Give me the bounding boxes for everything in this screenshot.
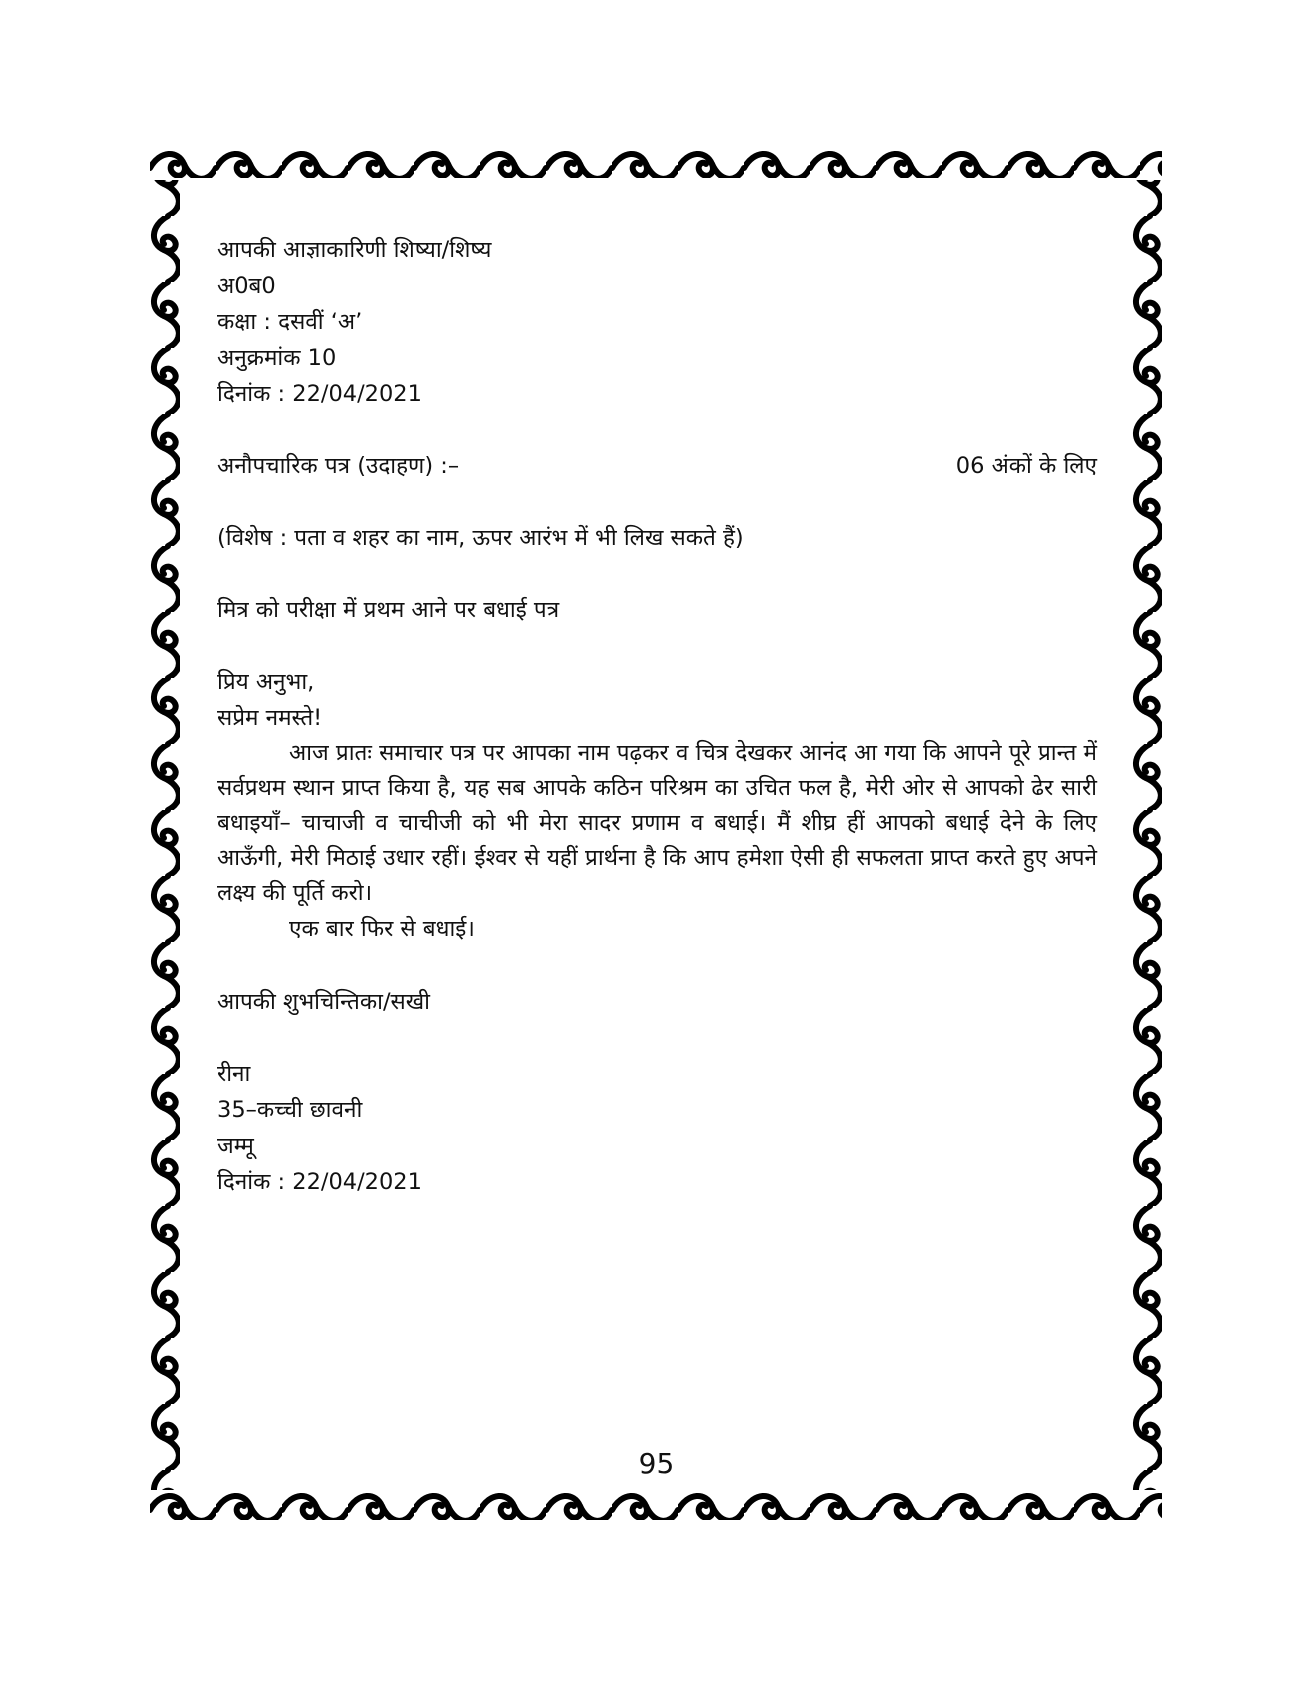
border-bottom: [150, 1490, 1162, 1520]
sender-name: अ0ब0: [217, 273, 276, 299]
sender-roll: अनुक्रमांक 10: [217, 345, 337, 371]
salutation: प्रिय अनुभा,: [217, 669, 315, 695]
body-paragraph: आज प्रातः समाचार पत्र पर आपका नाम पढ़कर व चित्र देखकर आनंद आ गया कि आपने पूरे प्रान्त में सर्वप्रथम स्थान प्राप्त किया है, यह सब आपके कठिन परिश्रम का उचित फल है, मेरी ओर से आपको ढेर सारी बधाइयाँ– चाचाजी व चाचीजी को भी मेरा सादर प्रणाम व बधाई। मैं शीघ्र हीं आपको बधाई देने के लिए आऊँगी, मेरी मिठाई उधार रहीं। ईश्वर से यहीं प्रार्थना है कि आप हमेशा ऐसी ही सफलता प्राप्त करते हुए अपने लक्ष्य की पूर्ति करो।: [217, 740, 1097, 906]
page-number: 95: [638, 1447, 675, 1480]
writer-name: रीना: [217, 1061, 251, 1087]
subject-line: मित्र को परीक्षा में प्रथम आने पर बधाई पत्र: [217, 597, 560, 623]
writer-city: जम्मू: [217, 1133, 254, 1159]
marks-label: 06 अंकों के लिए: [955, 453, 1097, 479]
note-text: (विशेष : पता व शहर का नाम, ऊपर आरंभ में भी लिख सकते हैं): [217, 525, 744, 551]
border-top: [150, 148, 1162, 178]
writer-address: 35–कच्ची छावनी: [217, 1097, 363, 1123]
border-left: [150, 180, 180, 1490]
sender-class: कक्षा : दसवीं ‘अ’: [217, 309, 363, 335]
writer-date: दिनांक : 22/04/2021: [217, 1169, 422, 1195]
signoff: आपकी शुभचिन्तिका/सखी: [217, 989, 430, 1015]
border-right: [1132, 180, 1162, 1490]
body-closing: एक बार फिर से बधाई।: [289, 916, 475, 942]
sender-closing: आपकी आज्ञाकारिणी शिष्या/शिष्य: [217, 237, 492, 263]
sender-date: दिनांक : 22/04/2021: [217, 381, 422, 407]
greeting: सप्रेम नमस्ते!: [217, 705, 323, 731]
letter-type-heading: अनौपचारिक पत्र (उदाहण) :–: [217, 453, 460, 479]
